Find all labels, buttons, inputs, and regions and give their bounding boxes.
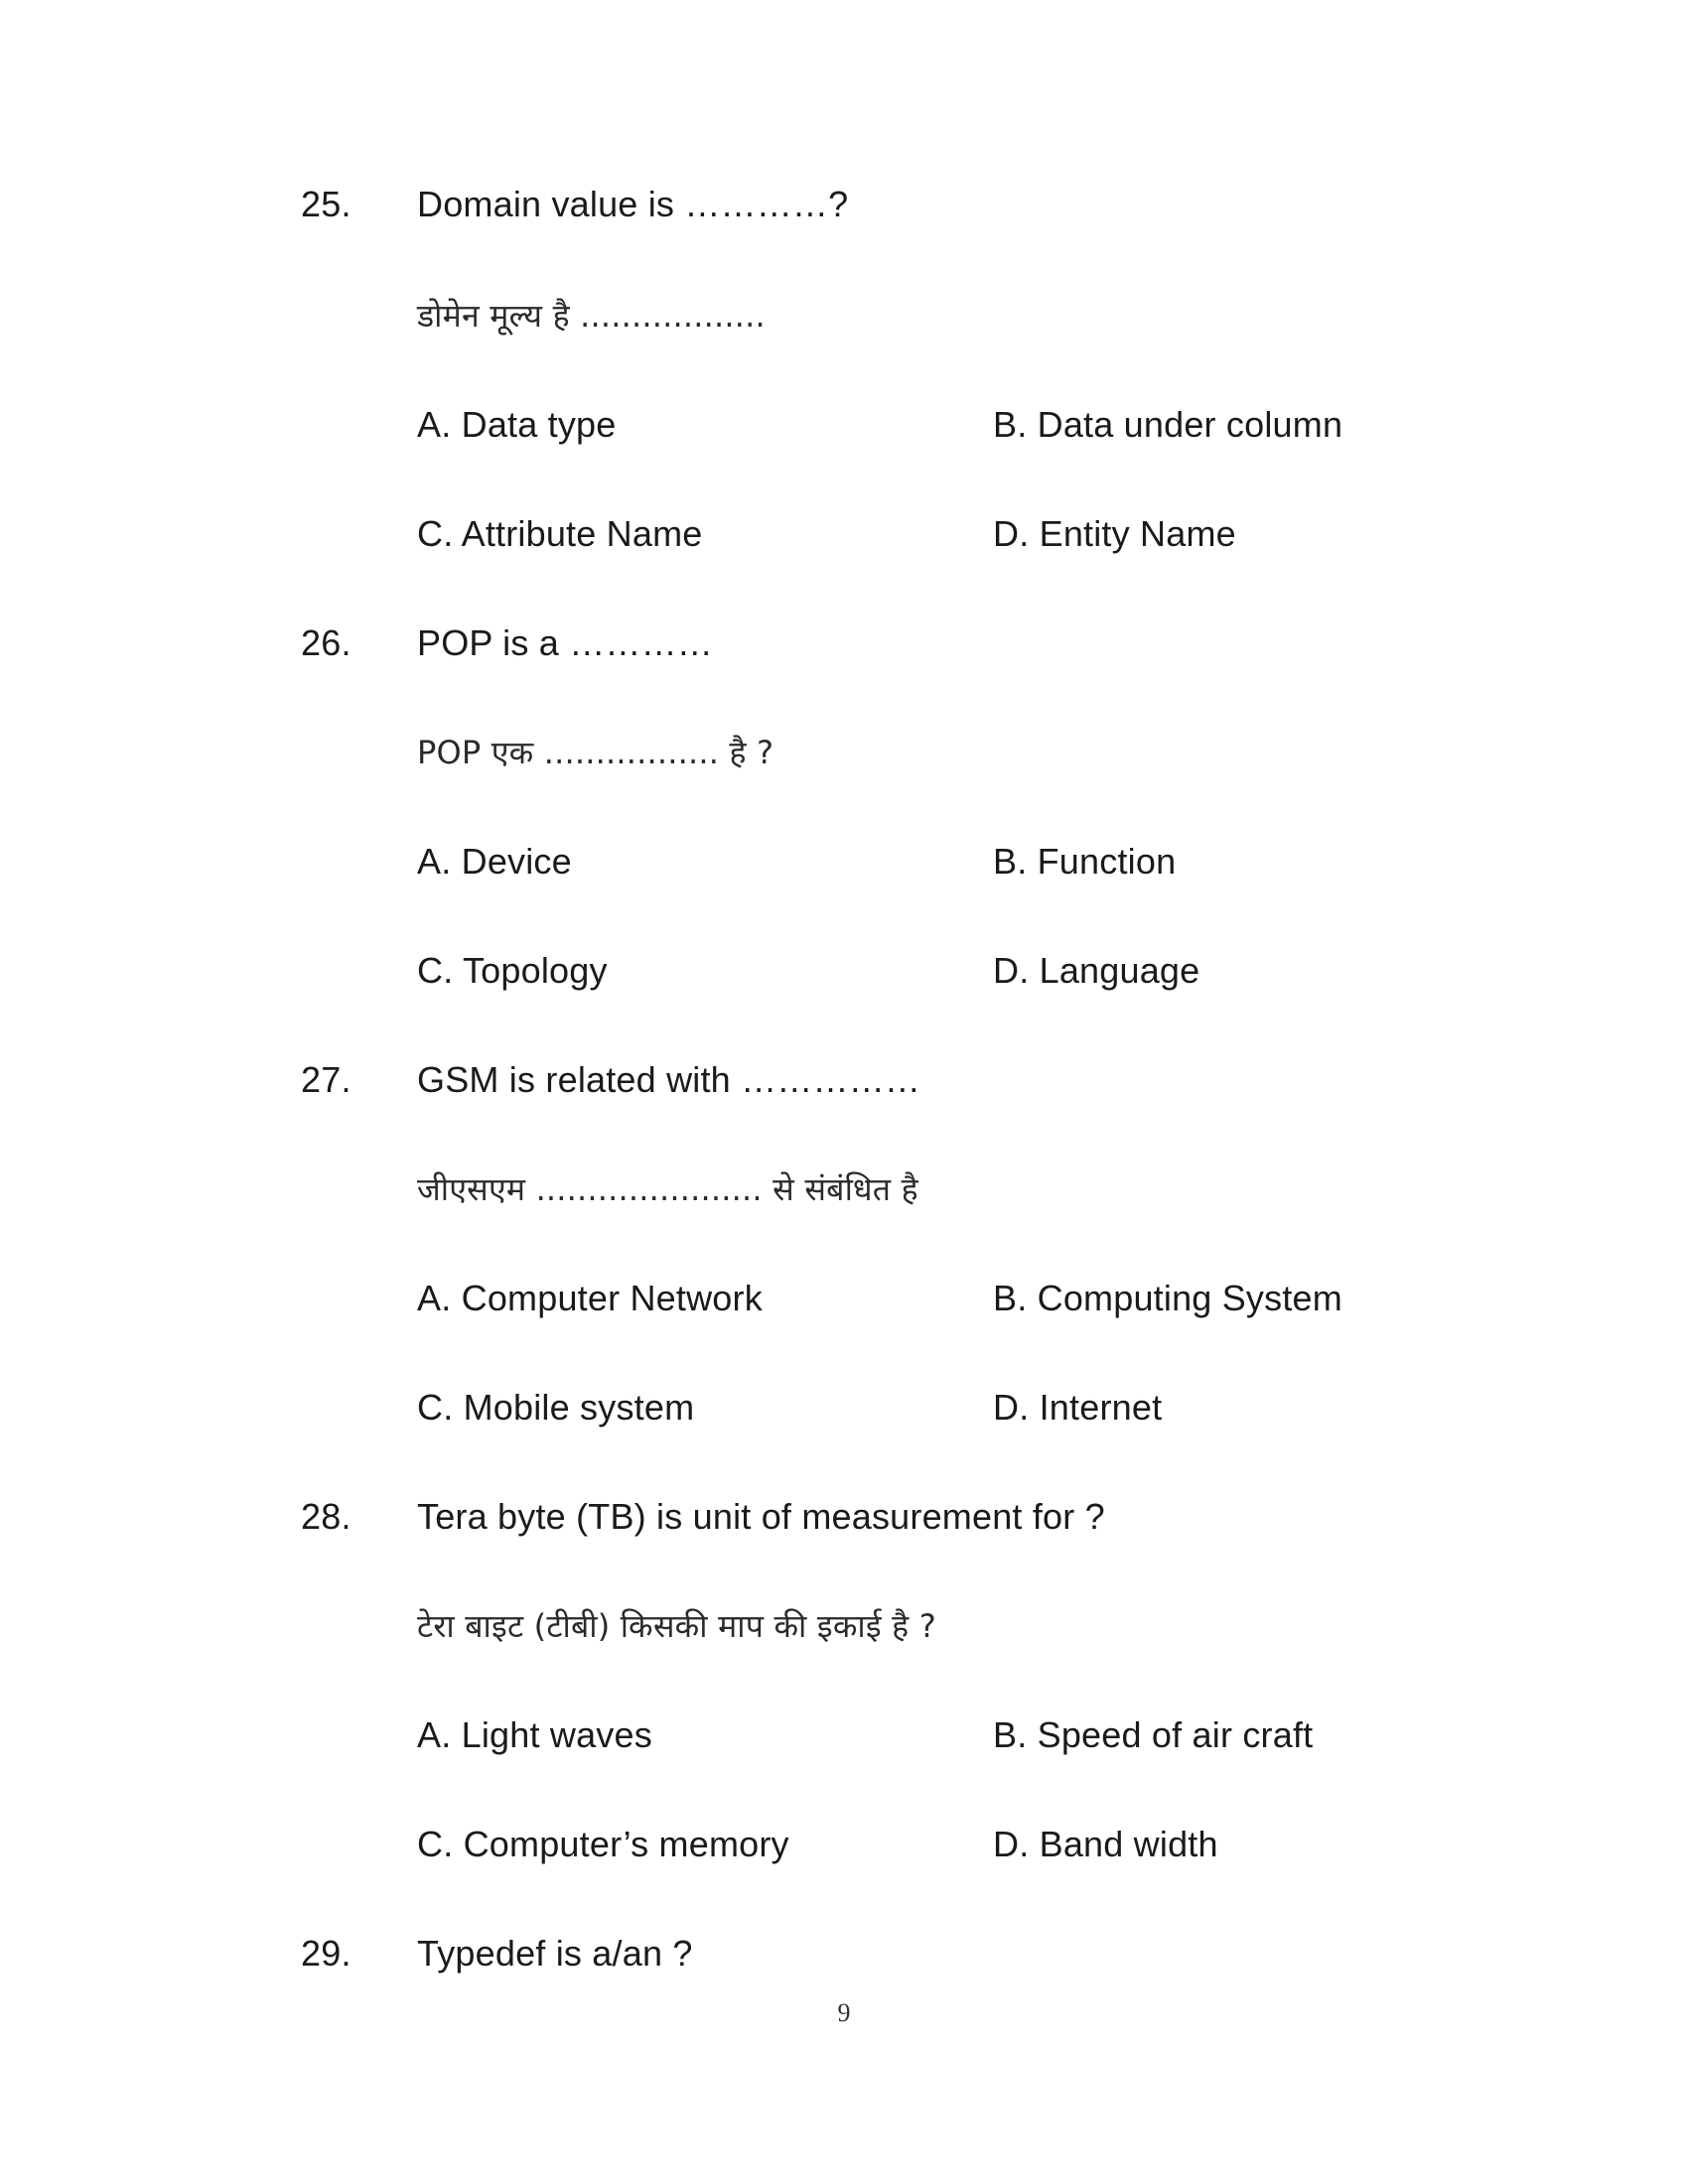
question-number: 26. bbox=[301, 622, 352, 663]
question-text: Typedef is a/an ? bbox=[417, 1933, 693, 1974]
option-a: A. Data type bbox=[417, 404, 617, 445]
option-b: B. Function bbox=[993, 841, 1177, 882]
option-d: D. Entity Name bbox=[993, 513, 1236, 554]
question-text: GSM is related with …………… bbox=[417, 1059, 921, 1100]
option-d: D. Language bbox=[993, 950, 1200, 991]
option-b: B. Computing System bbox=[993, 1278, 1342, 1318]
option-c: C. Computer’s memory bbox=[417, 1824, 789, 1864]
question-text-hindi: टेरा बाइट (टीबी) किसकी माप की इकाई है ? bbox=[417, 1607, 936, 1645]
question-text: Domain value is …………? bbox=[417, 184, 849, 224]
question-number: 27. bbox=[301, 1059, 352, 1100]
question-number: 28. bbox=[301, 1496, 352, 1537]
option-c: C. Topology bbox=[417, 950, 608, 991]
question-text-hindi: जीएसएम ...................... से संबंधित है bbox=[417, 1170, 918, 1208]
option-c: C. Mobile system bbox=[417, 1387, 695, 1428]
option-b: B. Speed of air craft bbox=[993, 1714, 1314, 1755]
option-a: A. Device bbox=[417, 841, 572, 882]
question-text-hindi: डोमेन मूल्य है .................. bbox=[417, 297, 766, 335]
option-d: D. Internet bbox=[993, 1387, 1163, 1428]
option-a: A. Light waves bbox=[417, 1714, 652, 1755]
option-b: B. Data under column bbox=[993, 404, 1343, 445]
option-a: A. Computer Network bbox=[417, 1278, 763, 1318]
question-text: Tera byte (TB) is unit of measurement for ? bbox=[417, 1496, 1105, 1537]
question-text-hindi: POP एक ................. है ? bbox=[417, 734, 774, 771]
option-d: D. Band width bbox=[993, 1824, 1218, 1864]
question-number: 25. bbox=[301, 184, 352, 224]
question-text: POP is a ………… bbox=[417, 622, 714, 663]
page-number: 9 bbox=[837, 1998, 851, 2027]
question-number: 29. bbox=[301, 1933, 352, 1974]
option-c: C. Attribute Name bbox=[417, 513, 703, 554]
